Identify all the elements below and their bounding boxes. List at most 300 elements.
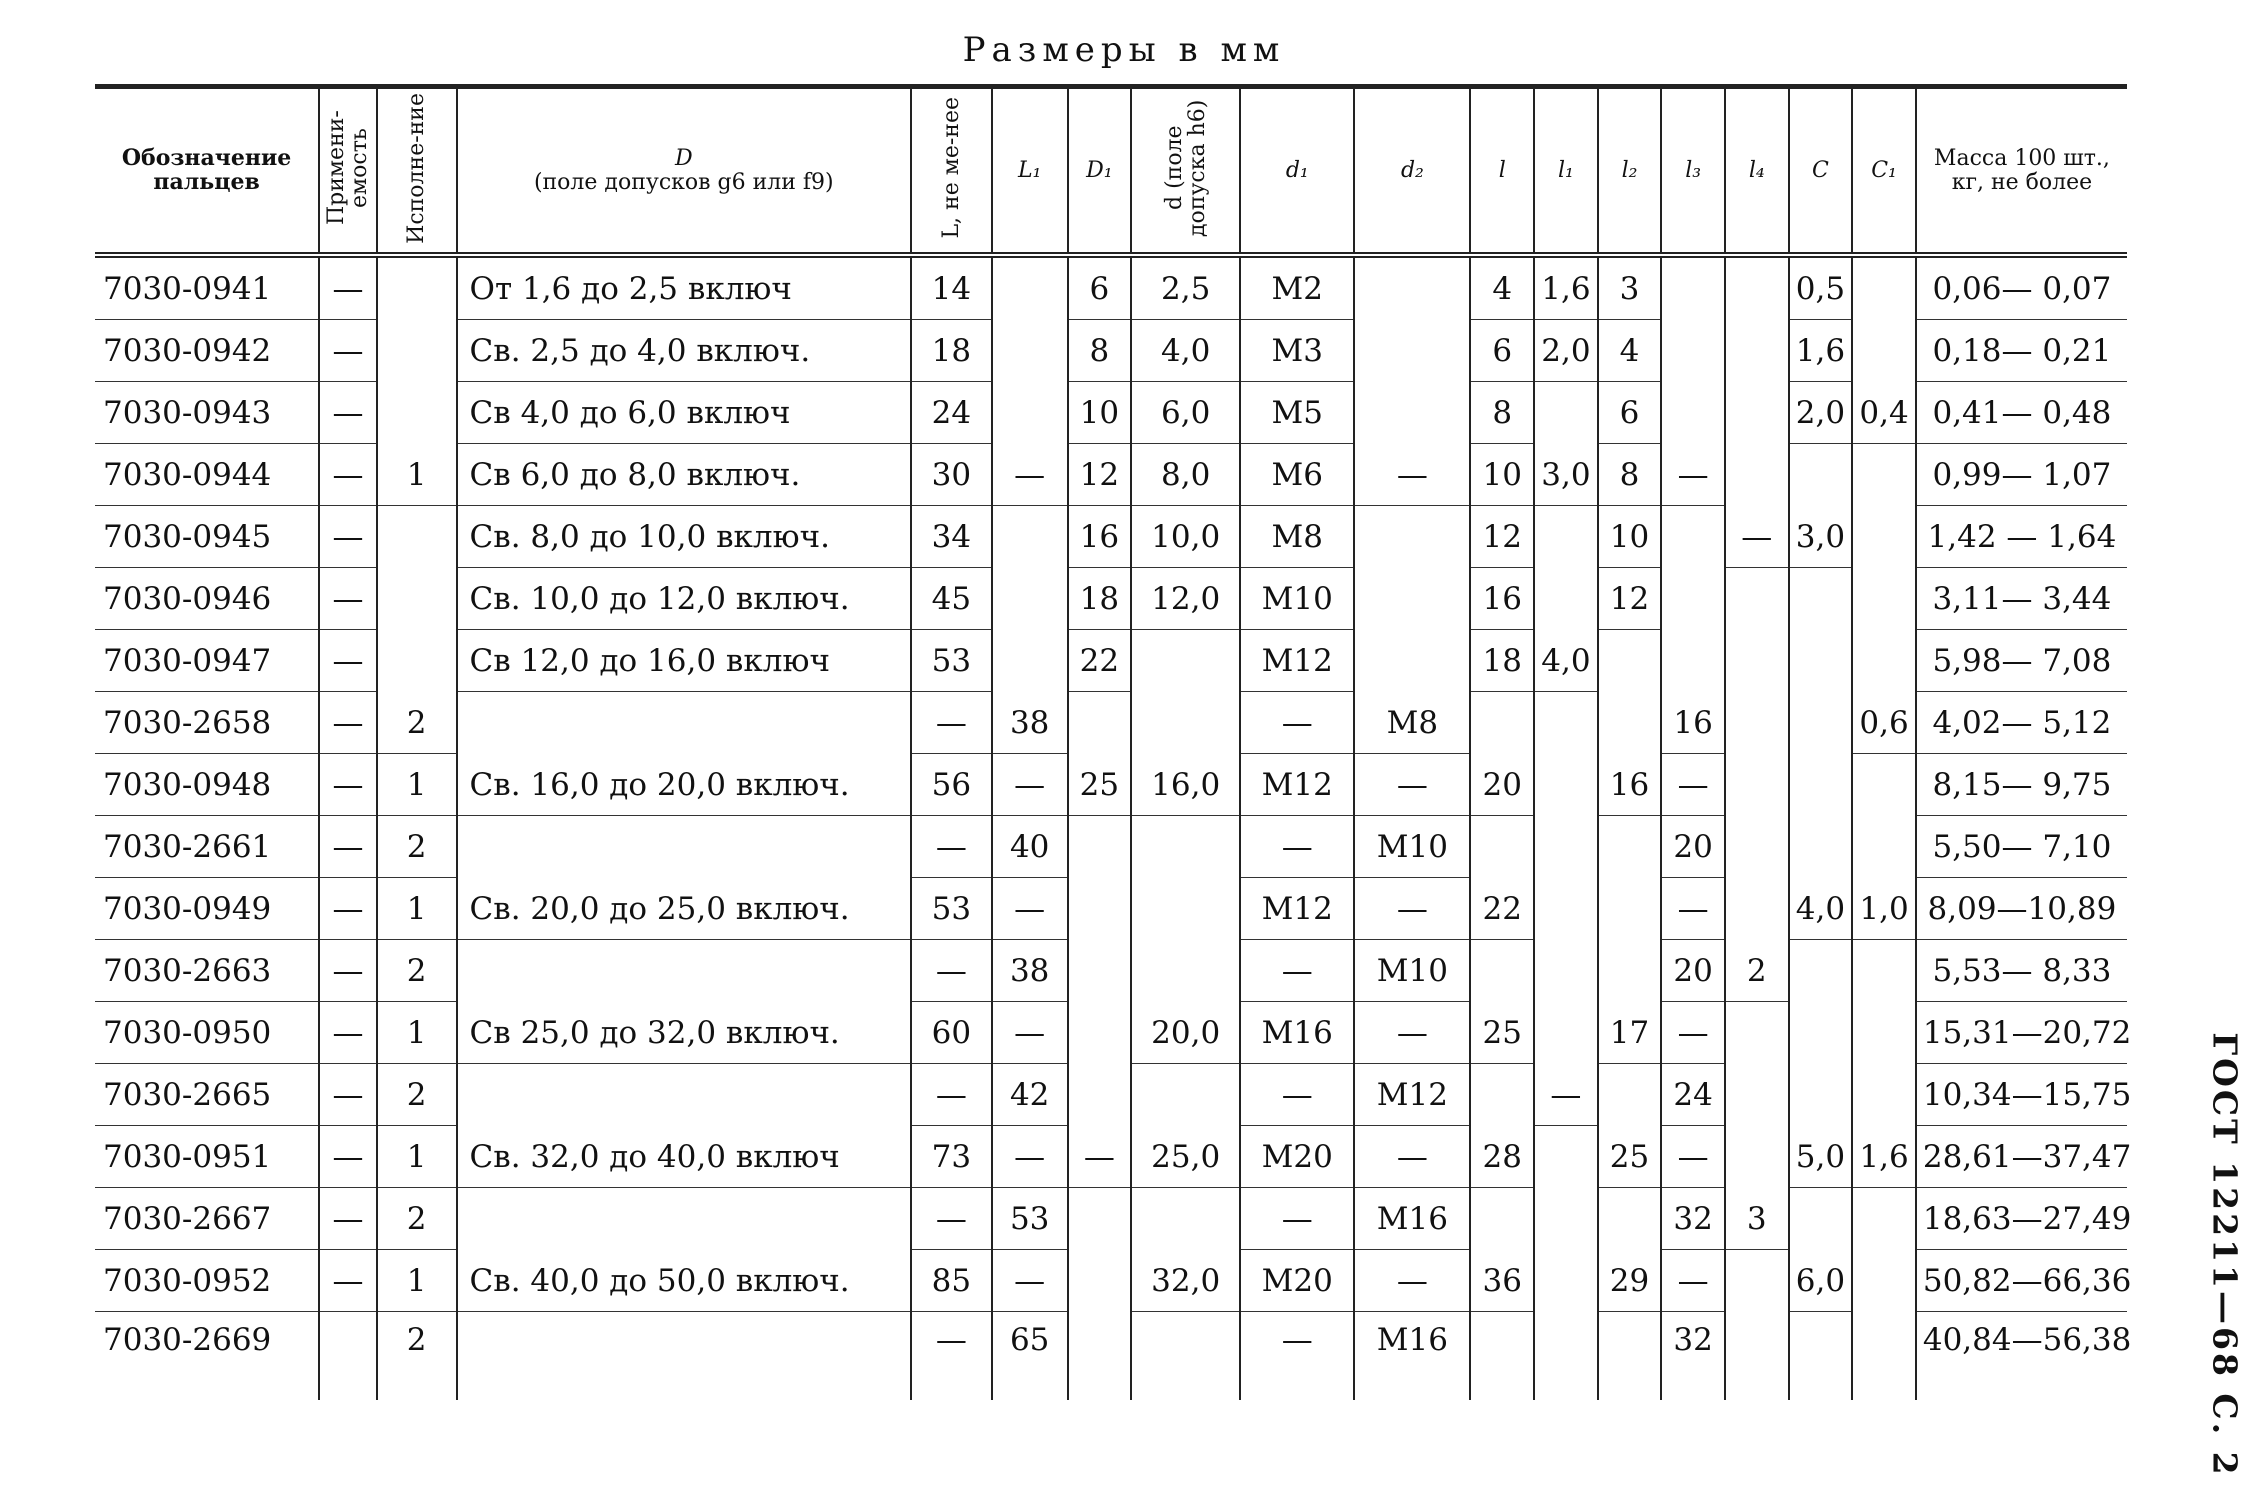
cell-d2 [1354,568,1470,630]
cell-D1: 25 [1068,754,1132,816]
cell-isp [377,382,457,444]
cell-L1: — [992,878,1068,940]
cell-C [1789,1002,1853,1064]
cell-L: 18 [911,320,992,382]
cell-d: 12,0 [1131,568,1240,630]
cell-code: 7030-2658 [95,692,319,754]
cell-code: 7030-0952 [95,1250,319,1312]
table-row [95,568,2127,630]
cell-L: 53 [911,878,992,940]
cell-l2: 6 [1598,382,1662,444]
cell-L1: 65 [992,1312,1068,1401]
cell-d1: М8 [1240,506,1354,568]
cell-l: 10 [1470,444,1534,506]
cell-mass: 8,15— 9,75 [1916,754,2127,816]
table-row [95,1188,2127,1250]
cell-d1: М12 [1240,630,1354,692]
header-D1: D₁ [1068,87,1132,256]
cell-l [1470,1188,1534,1250]
cell-d2: — [1354,754,1470,816]
cell-prim: — [319,754,377,816]
cell-d1: М20 [1240,1250,1354,1312]
cell-isp: 2 [377,692,457,754]
cell-L: — [911,1312,992,1401]
header-d1: d₁ [1240,87,1354,256]
cell-l3 [1661,255,1725,320]
cell-l3: 24 [1661,1064,1725,1126]
cell-C: 5,0 [1789,1126,1853,1188]
cell-L: 53 [911,630,992,692]
cell-l4 [1725,568,1789,630]
cell-mass: 1,42 — 1,64 [1916,506,2127,568]
cell-range [457,1312,911,1401]
side-label-text: ГОСТ 12211—68 С. 2 [2205,1032,2245,1478]
cell-isp: 1 [377,1126,457,1188]
cell-prim: — [319,1188,377,1250]
cell-range: От 1,6 до 2,5 включ [457,255,911,320]
cell-d: 8,0 [1131,444,1240,506]
cell-L1: — [992,1126,1068,1188]
cell-C1 [1852,1188,1916,1250]
cell-isp [377,255,457,320]
header-d: d (поле допуска h6) [1131,87,1240,256]
cell-L1: 53 [992,1188,1068,1250]
cell-d1: — [1240,1188,1354,1250]
cell-D1 [1068,816,1132,878]
cell-isp [377,568,457,630]
cell-l2 [1598,630,1662,692]
cell-range [457,692,911,754]
cell-d1: М16 [1240,1002,1354,1064]
cell-l1: — [1534,1064,1598,1126]
cell-mass: 28,61—37,47 [1916,1126,2127,1188]
cell-prim: — [319,568,377,630]
cell-C: 0,5 [1789,255,1853,320]
cell-l1 [1534,1002,1598,1064]
cell-D1: 16 [1068,506,1132,568]
cell-d2: М8 [1354,692,1470,754]
cell-range: Св. 20,0 до 25,0 включ. [457,878,911,940]
cell-C1 [1852,630,1916,692]
cell-L: 24 [911,382,992,444]
cell-code: 7030-2665 [95,1064,319,1126]
cell-L: — [911,816,992,878]
table-row [95,1064,2127,1126]
cell-d1: М10 [1240,568,1354,630]
cell-D1 [1068,1312,1132,1401]
cell-d [1131,692,1240,754]
header-l2: l₂ [1598,87,1662,256]
cell-l1 [1534,1126,1598,1188]
header-C1: C₁ [1852,87,1916,256]
cell-l1 [1534,568,1598,630]
cell-L: 85 [911,1250,992,1312]
cell-l4 [1725,754,1789,816]
cell-l3: 32 [1661,1312,1725,1401]
cell-l1 [1534,1188,1598,1250]
cell-mass: 18,63—27,49 [1916,1188,2127,1250]
cell-L: 56 [911,754,992,816]
cell-l [1470,692,1534,754]
cell-d: 10,0 [1131,506,1240,568]
cell-prim: — [319,506,377,568]
cell-C [1789,1312,1853,1401]
cell-l: 18 [1470,630,1534,692]
cell-prim: — [319,816,377,878]
cell-l3: — [1661,1002,1725,1064]
cell-range [457,1064,911,1126]
cell-d: 4,0 [1131,320,1240,382]
cell-isp [377,320,457,382]
cell-l3 [1661,568,1725,630]
cell-C [1789,816,1853,878]
cell-mass: 5,98— 7,08 [1916,630,2127,692]
cell-L1: 40 [992,816,1068,878]
cell-d2 [1354,382,1470,444]
table-body [95,255,2132,1400]
cell-C1 [1852,1064,1916,1126]
cell-l4: — [1725,506,1789,568]
cell-l3: 20 [1661,816,1725,878]
table-row [95,1312,2127,1401]
cell-range: Св 6,0 до 8,0 включ. [457,444,911,506]
cell-l2: 25 [1598,1126,1662,1188]
dimensions-table [95,84,2132,1400]
cell-l3 [1661,320,1725,382]
cell-l2: 16 [1598,754,1662,816]
cell-d2: М10 [1354,940,1470,1002]
cell-isp: 1 [377,444,457,506]
cell-d1: — [1240,816,1354,878]
cell-C1 [1852,506,1916,568]
cell-d2: М16 [1354,1188,1470,1250]
cell-l [1470,1312,1534,1401]
cell-l1 [1534,692,1598,754]
cell-L1 [992,255,1068,320]
cell-range: Св 12,0 до 16,0 включ [457,630,911,692]
cell-l1 [1534,506,1598,568]
cell-code: 7030-0946 [95,568,319,630]
cell-l4 [1725,630,1789,692]
cell-prim: — [319,320,377,382]
cell-l4 [1725,444,1789,506]
cell-l4: 2 [1725,940,1789,1002]
cell-D1 [1068,1064,1132,1126]
cell-l3: — [1661,878,1725,940]
cell-C1: 0,4 [1852,382,1916,444]
table-row [95,320,2127,382]
cell-d: 2,5 [1131,255,1240,320]
cell-d1: М3 [1240,320,1354,382]
cell-L1: — [992,444,1068,506]
cell-C1 [1852,320,1916,382]
cell-C1 [1852,816,1916,878]
cell-l1 [1534,754,1598,816]
cell-L: 34 [911,506,992,568]
cell-C1: 1,0 [1852,878,1916,940]
cell-l1 [1534,1312,1598,1401]
cell-isp: 2 [377,1188,457,1250]
cell-C: 1,6 [1789,320,1853,382]
cell-code: 7030-2667 [95,1188,319,1250]
cell-C1 [1852,1002,1916,1064]
header-isp: Исполне-ние [377,87,457,256]
cell-isp: 2 [377,816,457,878]
header-l3: l₃ [1661,87,1725,256]
cell-code: 7030-2661 [95,816,319,878]
cell-L1: 42 [992,1064,1068,1126]
cell-mass: 10,34—15,75 [1916,1064,2127,1126]
cell-l2 [1598,692,1662,754]
cell-D1: 18 [1068,568,1132,630]
cell-l4 [1725,1002,1789,1064]
header-prim: Примени-емость [319,87,377,256]
cell-l2 [1598,1188,1662,1250]
cell-l3: — [1661,444,1725,506]
cell-l1: 3,0 [1534,444,1598,506]
cell-l [1470,940,1534,1002]
cell-isp: 2 [377,940,457,1002]
cell-l2 [1598,1064,1662,1126]
cell-L1 [992,506,1068,568]
cell-l: 20 [1470,754,1534,816]
cell-L1 [992,630,1068,692]
cell-d2: — [1354,1126,1470,1188]
table-row [95,444,2127,506]
cell-d1: М20 [1240,1126,1354,1188]
cell-L1: 38 [992,692,1068,754]
cell-l: 22 [1470,878,1534,940]
cell-range: Св. 10,0 до 12,0 включ. [457,568,911,630]
cell-d2: — [1354,1250,1470,1312]
cell-d [1131,878,1240,940]
header-D: D (поле допусков g6 или f9) [457,87,911,256]
cell-C [1789,1064,1853,1126]
cell-L: — [911,1064,992,1126]
cell-l2 [1598,816,1662,878]
cell-l1 [1534,382,1598,444]
cell-l3: 16 [1661,692,1725,754]
cell-l3: — [1661,1126,1725,1188]
cell-l4 [1725,382,1789,444]
cell-C1 [1852,940,1916,1002]
cell-L1: — [992,754,1068,816]
cell-l1: 4,0 [1534,630,1598,692]
cell-L: 60 [911,1002,992,1064]
cell-l4 [1725,255,1789,320]
cell-d: 16,0 [1131,754,1240,816]
cell-l: 4 [1470,255,1534,320]
cell-d [1131,1188,1240,1250]
cell-code: 7030-0945 [95,506,319,568]
cell-C [1789,692,1853,754]
cell-C [1789,940,1853,1002]
cell-L: — [911,692,992,754]
cell-C1 [1852,1312,1916,1401]
cell-L: 45 [911,568,992,630]
cell-d2: М10 [1354,816,1470,878]
cell-l4 [1725,320,1789,382]
cell-code: 7030-0951 [95,1126,319,1188]
cell-l4 [1725,1064,1789,1126]
cell-C1 [1852,754,1916,816]
header-mass: Масса 100 шт., кг, не более [1916,87,2127,256]
cell-d: 6,0 [1131,382,1240,444]
cell-d: 20,0 [1131,1002,1240,1064]
cell-d2: М12 [1354,1064,1470,1126]
cell-l4 [1725,878,1789,940]
cell-prim: — [319,1002,377,1064]
cell-l4: 3 [1725,1188,1789,1250]
table-row [95,1002,2127,1064]
cell-l2: 29 [1598,1250,1662,1312]
side-label [2205,1032,2245,1478]
cell-range: Св. 8,0 до 10,0 включ. [457,506,911,568]
cell-isp: 1 [377,878,457,940]
cell-d2: — [1354,1002,1470,1064]
cell-C1 [1852,255,1916,320]
cell-mass: 15,31—20,72 [1916,1002,2127,1064]
table-row [95,692,2127,754]
cell-code: 7030-0942 [95,320,319,382]
cell-d1: М12 [1240,878,1354,940]
cell-prim: — [319,692,377,754]
cell-d2 [1354,630,1470,692]
header-l1: l₁ [1534,87,1598,256]
cell-l4 [1725,1312,1789,1401]
cell-d1: — [1240,1064,1354,1126]
cell-C1: 0,6 [1852,692,1916,754]
cell-l1 [1534,940,1598,1002]
cell-D1: 8 [1068,320,1132,382]
cell-mass: 50,82—66,36 [1916,1250,2127,1312]
cell-C [1789,630,1853,692]
cell-D1 [1068,940,1132,1002]
cell-l3: 32 [1661,1188,1725,1250]
cell-l4 [1725,1126,1789,1188]
cell-D1 [1068,1250,1132,1312]
cell-l1 [1534,1250,1598,1312]
cell-prim: — [319,940,377,1002]
cell-code: 7030-2663 [95,940,319,1002]
cell-d1: М6 [1240,444,1354,506]
cell-D1 [1068,878,1132,940]
cell-code: 7030-0948 [95,754,319,816]
cell-prim: — [319,630,377,692]
cell-l2: 10 [1598,506,1662,568]
header-l: l [1470,87,1534,256]
cell-l2 [1598,878,1662,940]
table-row [95,506,2127,568]
cell-isp: 2 [377,1064,457,1126]
cell-C: 3,0 [1789,506,1853,568]
cell-d [1131,940,1240,1002]
cell-l [1470,816,1534,878]
cell-mass: 8,09—10,89 [1916,878,2127,940]
cell-l: 25 [1470,1002,1534,1064]
cell-d1: М2 [1240,255,1354,320]
cell-d [1131,816,1240,878]
cell-mass: 40,84—56,38 [1916,1312,2127,1401]
header-C: C [1789,87,1853,256]
cell-L1 [992,320,1068,382]
cell-D1 [1068,692,1132,754]
cell-D1 [1068,1188,1132,1250]
cell-prim: — [319,444,377,506]
table-row [95,255,2127,320]
cell-range: Св. 32,0 до 40,0 включ [457,1126,911,1188]
cell-prim: — [319,878,377,940]
cell-L1: — [992,1002,1068,1064]
cell-l3: 20 [1661,940,1725,1002]
cell-d: 32,0 [1131,1250,1240,1312]
cell-l: 12 [1470,506,1534,568]
cell-d2: М16 [1354,1312,1470,1401]
table-row [95,630,2127,692]
cell-l2 [1598,940,1662,1002]
cell-C: 2,0 [1789,382,1853,444]
cell-range: Св 4,0 до 6,0 включ [457,382,911,444]
cell-code: 7030-0947 [95,630,319,692]
cell-l1: 2,0 [1534,320,1598,382]
cell-D1: 6 [1068,255,1132,320]
cell-C [1789,754,1853,816]
cell-d2: — [1354,878,1470,940]
cell-D1: — [1068,1126,1132,1188]
cell-prim: — [319,1126,377,1188]
cell-mass: 0,41— 0,48 [1916,382,2127,444]
cell-C1 [1852,568,1916,630]
cell-l3 [1661,382,1725,444]
cell-d2: — [1354,444,1470,506]
cell-range: Св. 40,0 до 50,0 включ. [457,1250,911,1312]
cell-code: 7030-0949 [95,878,319,940]
cell-L1 [992,568,1068,630]
header-l4: l₄ [1725,87,1789,256]
cell-mass: 5,50— 7,10 [1916,816,2127,878]
cell-d1: — [1240,1312,1354,1401]
cell-C1: 1,6 [1852,1126,1916,1188]
cell-d2 [1354,320,1470,382]
cell-l [1470,1064,1534,1126]
cell-prim: — [319,255,377,320]
cell-isp [377,630,457,692]
table-row [95,754,2127,816]
cell-l: 6 [1470,320,1534,382]
cell-L1: — [992,1250,1068,1312]
cell-l1: 1,6 [1534,255,1598,320]
cell-l4 [1725,692,1789,754]
cell-prim: — [319,1064,377,1126]
cell-D1 [1068,1002,1132,1064]
cell-D1: 22 [1068,630,1132,692]
cell-range [457,940,911,1002]
cell-code: 7030-0941 [95,255,319,320]
cell-isp: 1 [377,1250,457,1312]
cell-d1: — [1240,940,1354,1002]
cell-d1: М12 [1240,754,1354,816]
cell-range [457,816,911,878]
cell-mass: 5,53— 8,33 [1916,940,2127,1002]
table-row [95,940,2127,1002]
cell-isp: 1 [377,1002,457,1064]
cell-L: — [911,940,992,1002]
cell-isp: 2 [377,1312,457,1401]
cell-l3 [1661,506,1725,568]
header-d2: d₂ [1354,87,1470,256]
cell-mass: 0,99— 1,07 [1916,444,2127,506]
cell-L: 73 [911,1126,992,1188]
